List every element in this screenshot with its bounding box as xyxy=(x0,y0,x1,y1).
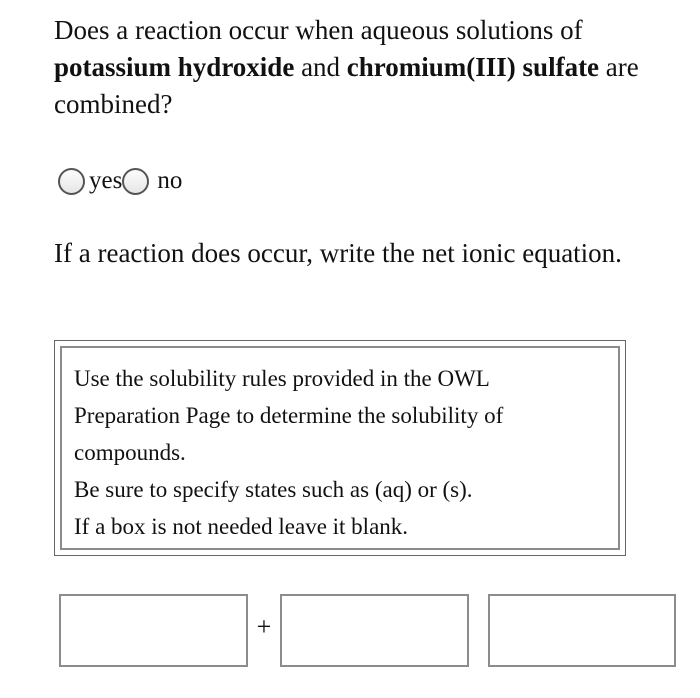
yes-radio[interactable] xyxy=(58,168,85,195)
note-line: compounds. xyxy=(74,440,186,465)
no-label[interactable]: no xyxy=(157,167,183,194)
yes-label[interactable]: yes xyxy=(89,167,123,194)
note-line: Use the solubility rules provided in the OWL xyxy=(74,366,490,391)
reactant-1-name: potassium hydroxide xyxy=(54,52,295,82)
question-part-3: are combined? xyxy=(54,52,639,119)
instructions-box xyxy=(54,340,626,556)
product-input[interactable] xyxy=(488,594,676,667)
reactant-1-input[interactable] xyxy=(59,594,248,667)
reactant-2-input[interactable] xyxy=(280,594,469,667)
question-part-1: Does a reaction occur when aqueous solutions of xyxy=(54,15,583,45)
reactant-2-name: chromium(III) sulfate xyxy=(346,52,600,82)
equation-answer-row xyxy=(59,594,679,667)
instruction-text: If a reaction does occur, write the net ionic equation. xyxy=(54,238,622,268)
plus-sign: + xyxy=(256,612,272,641)
reaction-choice-group xyxy=(58,164,182,198)
note-line: Be sure to specify states such as (aq) or (s). xyxy=(74,477,473,502)
question-text xyxy=(54,12,654,123)
no-radio[interactable] xyxy=(122,168,149,195)
question-part-2: and xyxy=(294,52,347,82)
note-line: If a box is not needed leave it blank. xyxy=(74,514,409,539)
instructions-box-inner xyxy=(60,346,620,550)
note-line: Preparation Page to determine the solubility of xyxy=(74,403,504,428)
